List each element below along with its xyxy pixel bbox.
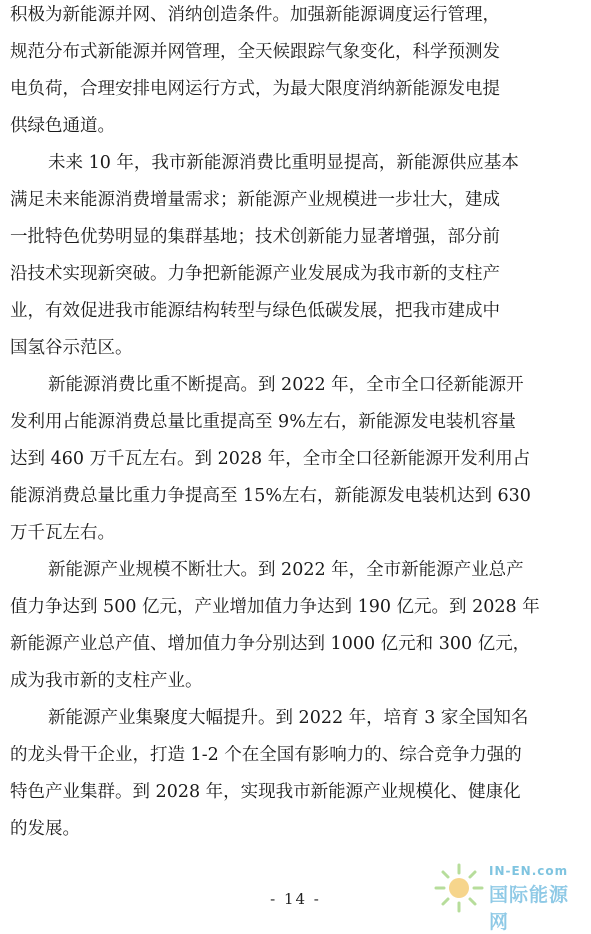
paragraph-line: 的发展。 [10, 819, 80, 839]
paragraph-line: 新能源产业集聚度大幅提升。到 2022 年，培育 3 家全国知名 [48, 708, 529, 728]
paragraph-line: 满足未来能源消费增量需求；新能源产业规模进一步壮大，建成 [10, 190, 500, 210]
page-number: - 14 - [270, 890, 321, 908]
paragraph-line: 的龙头骨干企业，打造 1-2 个在全国有影响力的、综合竞争力强的 [10, 745, 522, 765]
watermark-cn: 国际能源网 [489, 884, 570, 933]
paragraph-line: 积极为新能源并网、消纳创造条件。加强新能源调度运行管理， [10, 5, 500, 25]
paragraph-line: 新能源消费比重不断提高。到 2022 年，全市全口径新能源开 [48, 375, 524, 395]
paragraph-line: 达到 460 万千瓦左右。到 2028 年，全市全口径新能源开发利用占 [10, 449, 531, 469]
paragraph-line: 新能源产业总产值、增加值力争分别达到 1000 亿元和 300 亿元， [10, 634, 531, 654]
paragraph-line: 沿技术实现新突破。力争把新能源产业发展成为我市新的支柱产 [10, 264, 500, 284]
watermark-logo [433, 858, 583, 933]
paragraph-line: 成为我市新的支柱产业。 [10, 671, 203, 691]
paragraph-line: 规范分布式新能源并网管理，全天候跟踪气象变化，科学预测发 [10, 42, 500, 62]
watermark-en: IN-EN.com [489, 864, 569, 878]
paragraph-line: 特色产业集群。到 2028 年，实现我市新能源产业规模化、健康化 [10, 782, 521, 802]
paragraph-line: 一批特色优势明显的集群基地；技术创新能力显著增强，部分前 [10, 227, 500, 247]
paragraph-line: 电负荷，合理安排电网运行方式，为最大限度消纳新能源发电提 [10, 79, 500, 99]
paragraph-line: 新能源产业规模不断壮大。到 2022 年，全市新能源产业总产 [48, 560, 524, 580]
paragraph-line: 值力争达到 500 亿元，产业增加值力争达到 190 亿元。到 2028 年 [10, 597, 540, 617]
paragraph-line: 未来 10 年，我市新能源消费比重明显提高，新能源供应基本 [48, 153, 519, 173]
paragraph-line: 国氢谷示范区。 [10, 338, 133, 358]
paragraph-line: 万千瓦左右。 [10, 523, 115, 543]
paragraph-line: 供绿色通道。 [10, 116, 115, 136]
paragraph-line: 能源消费总量比重力争提高至 15%左右，新能源发电装机达到 630 [10, 486, 531, 506]
paragraph-line: 业，有效促进我市能源结构转型与绿色低碳发展，把我市建成中 [10, 301, 500, 321]
paragraph-line: 发利用占能源消费总量比重提高至 9%左右，新能源发电装机容量 [10, 412, 516, 432]
